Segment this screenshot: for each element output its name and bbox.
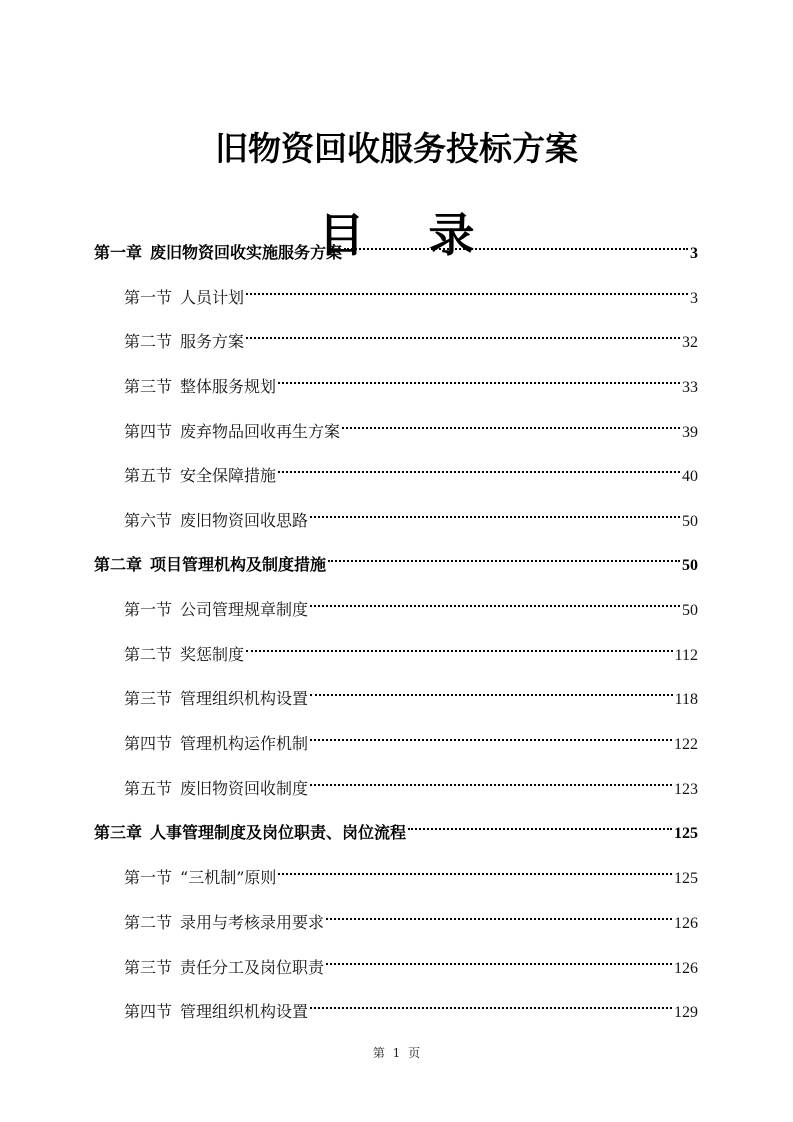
document-title: 旧物资回收服务投标方案 [215, 129, 578, 169]
dot-leader [310, 694, 673, 696]
dot-leader [310, 1007, 672, 1009]
toc-entry-title: “三机制”原则 [180, 868, 277, 887]
toc-entry-page: 3 [690, 245, 698, 262]
dot-leader [278, 471, 680, 473]
toc-entry-chapter[interactable] [94, 820, 698, 846]
dot-leader [328, 560, 680, 562]
toc-entry-page: 126 [674, 960, 698, 977]
toc-entry-title: 奖惩制度 [180, 645, 245, 664]
toc-entry-page: 129 [674, 1004, 698, 1021]
toc-entry-section[interactable] [124, 731, 698, 757]
dot-leader [278, 382, 680, 384]
toc-entry-section[interactable] [124, 776, 698, 802]
toc-entry-section[interactable] [124, 910, 698, 936]
toc-entry-number: 第五节 [124, 466, 173, 485]
toc-entry-page: 50 [682, 602, 698, 619]
toc-entry-number: 第一节 [124, 288, 173, 307]
toc-heading: 目 录 [318, 208, 499, 263]
toc-entry-number: 第四节 [124, 734, 173, 753]
toc-entry-page: 125 [674, 825, 698, 842]
toc-entry-title: 项目管理机构及制度措施 [150, 555, 327, 574]
toc-entry-section[interactable] [124, 865, 698, 891]
toc-entry-section[interactable] [124, 642, 698, 668]
toc-entry-title: 管理组织机构设置 [180, 1002, 309, 1021]
toc-entry-page: 3 [690, 290, 698, 307]
toc-entry-title: 公司管理规章制度 [180, 600, 309, 619]
toc-entry-section[interactable] [124, 955, 698, 981]
toc-entry-title: 废弃物品回收再生方案 [180, 422, 341, 441]
toc-entry-title: 安全保障措施 [180, 466, 277, 485]
toc-entry-number: 第一章 [94, 243, 143, 262]
toc-entry-number: 第二节 [124, 913, 173, 932]
toc-entry-section[interactable] [124, 329, 698, 355]
toc-entry-section[interactable] [124, 597, 698, 623]
toc-entry-section[interactable] [124, 463, 698, 489]
toc-entry-section[interactable] [124, 374, 698, 400]
dot-leader [342, 427, 680, 429]
toc-entry-number: 第二章 [94, 555, 143, 574]
toc-entry-page: 123 [674, 781, 698, 798]
toc-entry-chapter[interactable] [94, 552, 698, 578]
toc-entry-section[interactable] [124, 999, 698, 1025]
dot-leader [310, 605, 680, 607]
toc-entry-chapter[interactable] [94, 240, 698, 266]
toc-entry-number: 第六节 [124, 511, 173, 530]
toc-entry-page: 33 [682, 379, 698, 396]
toc-entry-title: 服务方案 [180, 332, 245, 351]
toc-entry-section[interactable] [124, 686, 698, 712]
dot-leader [246, 337, 680, 339]
toc-entry-number: 第三章 [94, 823, 143, 842]
toc-entry-title: 管理机构运作机制 [180, 734, 309, 753]
toc-entry-number: 第四节 [124, 422, 173, 441]
toc-entry-section[interactable] [124, 419, 698, 445]
toc-entry-title: 人事管理制度及岗位职责、岗位流程 [150, 823, 407, 842]
toc-entry-title: 废旧物资回收制度 [180, 779, 309, 798]
dot-leader [326, 963, 672, 965]
toc-entry-title: 废旧物资回收思路 [180, 511, 309, 530]
dot-leader [278, 873, 672, 875]
toc-entry-number: 第五节 [124, 779, 173, 798]
toc-entry-number: 第三节 [124, 689, 173, 708]
toc-entry-page: 40 [682, 468, 698, 485]
dot-leader [408, 828, 672, 830]
toc-entry-number: 第四节 [124, 1002, 173, 1021]
dot-leader [310, 784, 672, 786]
dot-leader [310, 739, 672, 741]
toc-entry-title: 责任分工及岗位职责 [180, 958, 325, 977]
toc-entry-number: 第三节 [124, 958, 173, 977]
dot-leader [246, 650, 673, 652]
toc-entry-title: 废旧物资回收实施服务方案 [150, 243, 343, 262]
toc-entry-page: 39 [682, 424, 698, 441]
toc-entry-page: 112 [674, 647, 698, 664]
toc-entry-number: 第二节 [124, 645, 173, 664]
toc-entry-title: 管理组织机构设置 [180, 689, 309, 708]
toc-entry-page: 126 [674, 915, 698, 932]
toc-entry-section[interactable] [124, 285, 698, 311]
toc-entry-page: 122 [674, 736, 698, 753]
dot-leader [310, 516, 680, 518]
toc-entry-number: 第一节 [124, 600, 173, 619]
dot-leader [326, 918, 672, 920]
toc-entry-number: 第一节 [124, 868, 173, 887]
toc-entry-page: 125 [674, 870, 698, 887]
dot-leader [344, 248, 688, 250]
toc-entry-number: 第三节 [124, 377, 173, 396]
dot-leader [246, 293, 688, 295]
toc-entry-page: 32 [682, 334, 698, 351]
toc-entry-title: 整体服务规划 [180, 377, 277, 396]
toc-entry-title: 人员计划 [180, 288, 245, 307]
toc-entry-page: 50 [682, 557, 698, 574]
page-number-footer: 第 1 页 [372, 1046, 421, 1060]
toc-entry-page: 50 [682, 513, 698, 530]
toc-entry-number: 第二节 [124, 332, 173, 351]
toc-entry-page: 118 [674, 691, 698, 708]
toc-entry-section[interactable] [124, 508, 698, 534]
toc-entry-title: 录用与考核录用要求 [180, 913, 325, 932]
